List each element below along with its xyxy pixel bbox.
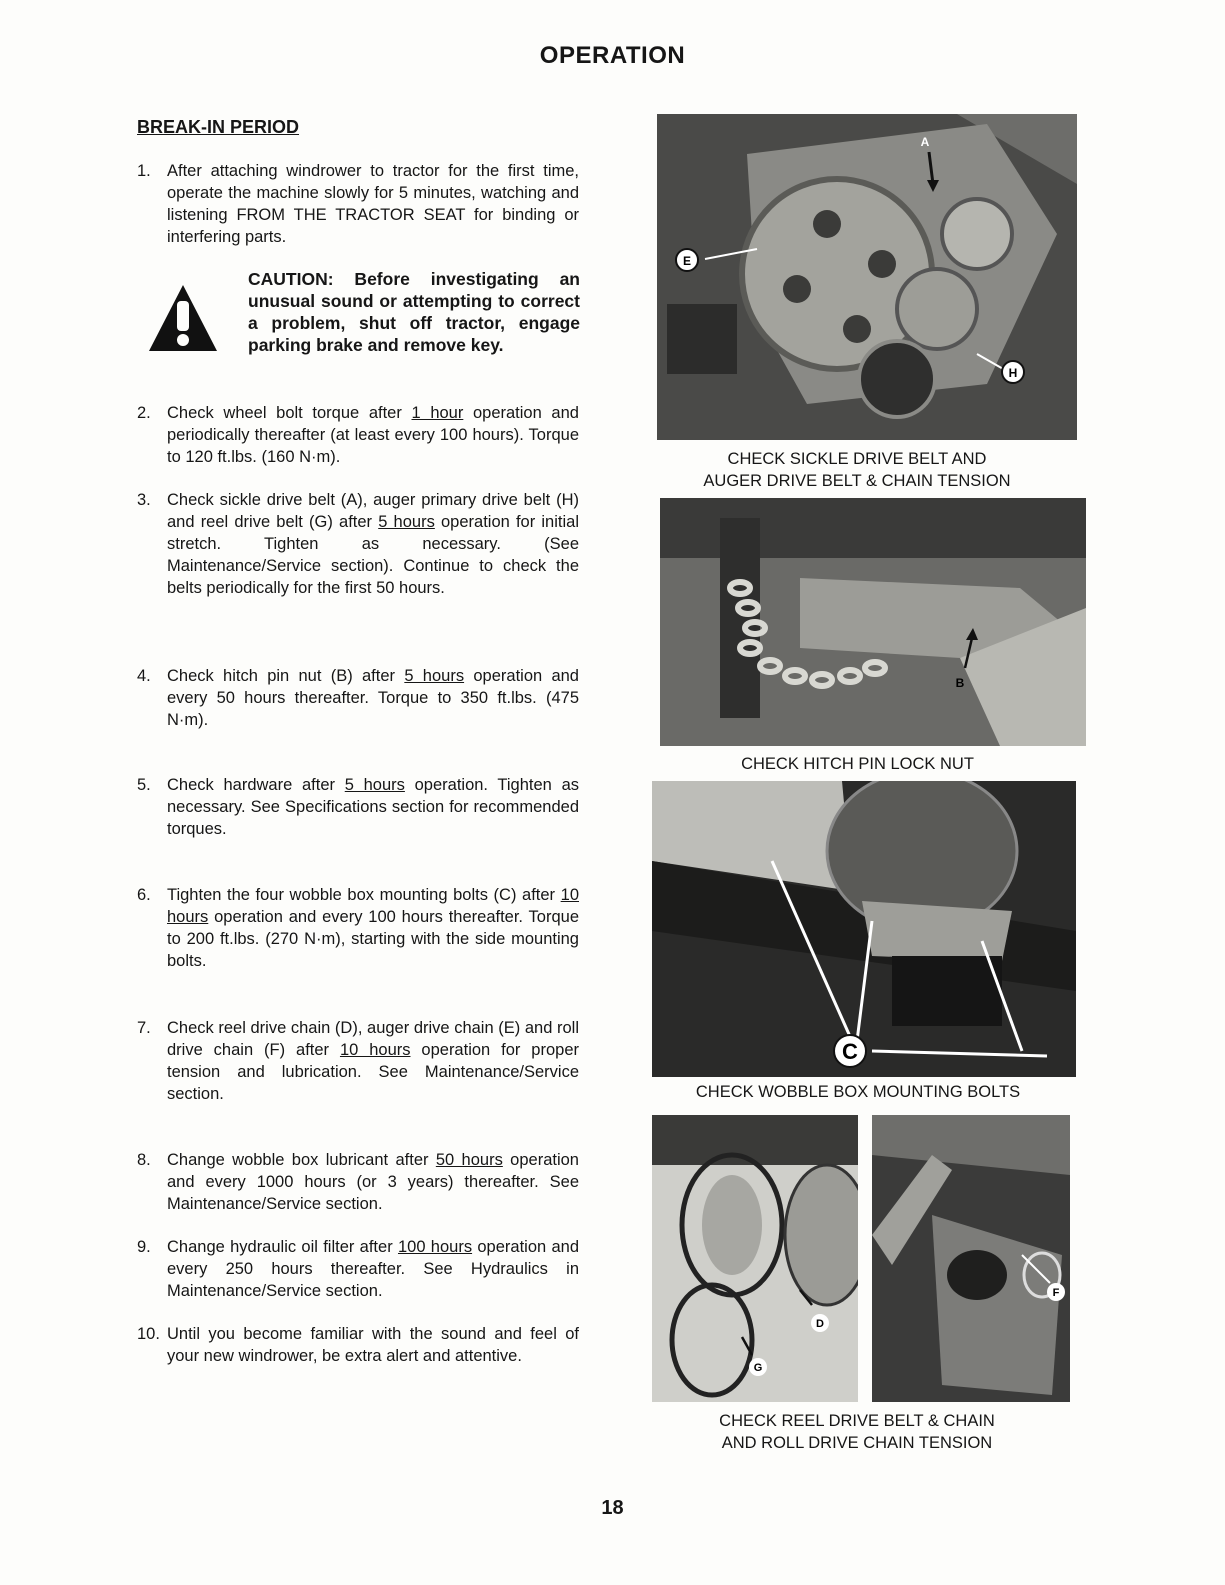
list-number: 10. xyxy=(137,1325,160,1343)
interval-underlined: 5 hours xyxy=(378,513,435,531)
caption-fig1-line1: CHECK SICKLE DRIVE BELT AND xyxy=(727,450,987,468)
caption-fig4-line2: AND ROLL DRIVE CHAIN TENSION xyxy=(721,1434,993,1452)
list-number: 9. xyxy=(137,1238,151,1256)
list-number: 4. xyxy=(137,667,151,685)
list-text xyxy=(167,774,579,840)
page-number: 18 xyxy=(601,1497,624,1519)
list-item xyxy=(137,665,579,731)
text-run: operation and periodically thereafter (at least every 100 hours). Torque to 120 ft.lbs. (160 N·m). xyxy=(167,404,579,466)
text-run: operation and every 250 hours thereafter. See Hydraulics in Maintenance/Service section. xyxy=(167,1238,579,1300)
text-run: operation and every 100 hours thereafter. Torque to 200 ft.lbs. (270 N·m), starting with the side mounting bolts. xyxy=(167,908,579,970)
list-text xyxy=(167,1236,579,1302)
interval-underlined: 50 hours xyxy=(435,1151,503,1169)
label-d: D xyxy=(816,1318,824,1330)
caption-fig4-line1: CHECK REEL DRIVE BELT & CHAIN xyxy=(719,1412,995,1430)
label-h: H xyxy=(1008,366,1018,380)
list-item xyxy=(137,402,579,468)
list-number: 5. xyxy=(137,776,151,794)
list-number: 7. xyxy=(137,1019,151,1037)
list-item xyxy=(137,1017,579,1105)
label-b: B xyxy=(955,676,965,690)
list-item xyxy=(137,489,579,599)
photo-wobble-box xyxy=(652,781,1076,1077)
list-text xyxy=(167,1323,579,1367)
text-run: operation and every 50 hours thereafter. Torque to 350 ft.lbs. (475 N·m). xyxy=(167,667,579,729)
section-heading: BREAK-IN PERIOD xyxy=(137,117,300,137)
list-text xyxy=(167,489,579,599)
text-run: Check hardware after xyxy=(167,776,345,794)
list-number: 6. xyxy=(137,886,151,904)
text-run: Tighten the four wobble box mounting bolts (C) after xyxy=(167,886,561,904)
label-e: E xyxy=(682,254,692,268)
caption-fig2: CHECK HITCH PIN LOCK NUT xyxy=(741,755,974,773)
list-text xyxy=(167,884,579,972)
text-run: Check reel drive chain (D), auger drive chain (E) and roll drive chain (F) after xyxy=(167,1019,579,1059)
caption-fig3: CHECK WOBBLE BOX MOUNTING BOLTS xyxy=(695,1083,1021,1101)
page-title: OPERATION xyxy=(539,42,686,69)
list-text xyxy=(167,665,579,731)
text-run: After attaching windrower to tractor for the first time, operate the machine slowly for 5 minutes, watching and listening FROM THE TRACTOR SEAT for binding or interfering parts. xyxy=(167,162,579,246)
list-text xyxy=(167,402,579,468)
interval-underlined: 10 hours xyxy=(339,1041,411,1059)
list-text xyxy=(167,1149,579,1215)
text-run: operation and every 1000 hours (or 3 years) thereafter. See Maintenance/Service section. xyxy=(167,1151,579,1213)
label-g: G xyxy=(753,1362,763,1374)
caption-fig1-line2: AUGER DRIVE BELT & CHAIN TENSION xyxy=(703,472,1011,490)
photo-hitch-pin xyxy=(660,498,1086,746)
list-number: 3. xyxy=(137,491,151,509)
list-item xyxy=(137,774,579,840)
text-run: Change hydraulic oil filter after xyxy=(167,1238,398,1256)
list-item xyxy=(137,1323,579,1367)
label-c: C xyxy=(842,1039,858,1064)
photo-reel-drive xyxy=(652,1115,858,1402)
photo-sickle-drive xyxy=(657,114,1077,440)
list-number: 1. xyxy=(137,162,151,180)
photo-roll-drive xyxy=(872,1115,1070,1402)
interval-underlined: 10 hours xyxy=(167,886,579,926)
caution-text: CAUTION: Before investigating an unusual sound or attempting to correct a problem, shut off tractor, engage parking brake and remove key. xyxy=(248,269,580,355)
interval-underlined: 1 hour xyxy=(411,404,464,422)
warning-icon xyxy=(147,283,219,353)
text-run: Until you become familiar with the sound and feel of your new windrower, be extra alert and attentive. xyxy=(167,1325,579,1365)
interval-underlined: 100 hours xyxy=(397,1238,473,1256)
list-text xyxy=(167,160,579,248)
label-f: F xyxy=(1052,1287,1060,1299)
text-run: Check wheel bolt torque after xyxy=(167,404,412,422)
text-run: Check sickle drive belt (A), auger primary drive belt (H) and reel drive belt (G) after xyxy=(167,491,579,531)
interval-underlined: 5 hours xyxy=(344,776,405,794)
list-text xyxy=(167,1017,579,1105)
list-item xyxy=(137,1236,579,1302)
list-number: 2. xyxy=(137,404,151,422)
list-item xyxy=(137,160,579,248)
text-run: operation. Tighten as necessary. See Specifications section for recommended torques. xyxy=(167,776,579,838)
text-run: operation for initial stretch. Tighten as necessary. (See Maintenance/Service section). Continue to check the belts periodically for the first 50 hours. xyxy=(167,513,579,597)
list-number: 8. xyxy=(137,1151,151,1169)
text-run: Check hitch pin nut (B) after xyxy=(167,667,405,685)
text-run: operation for proper tension and lubrication. See Maintenance/Service section. xyxy=(167,1041,579,1103)
label-a: A xyxy=(920,135,930,149)
text-run: Change wobble box lubricant after xyxy=(167,1151,436,1169)
interval-underlined: 5 hours xyxy=(404,667,465,685)
list-item xyxy=(137,884,579,972)
list-item xyxy=(137,1149,579,1215)
